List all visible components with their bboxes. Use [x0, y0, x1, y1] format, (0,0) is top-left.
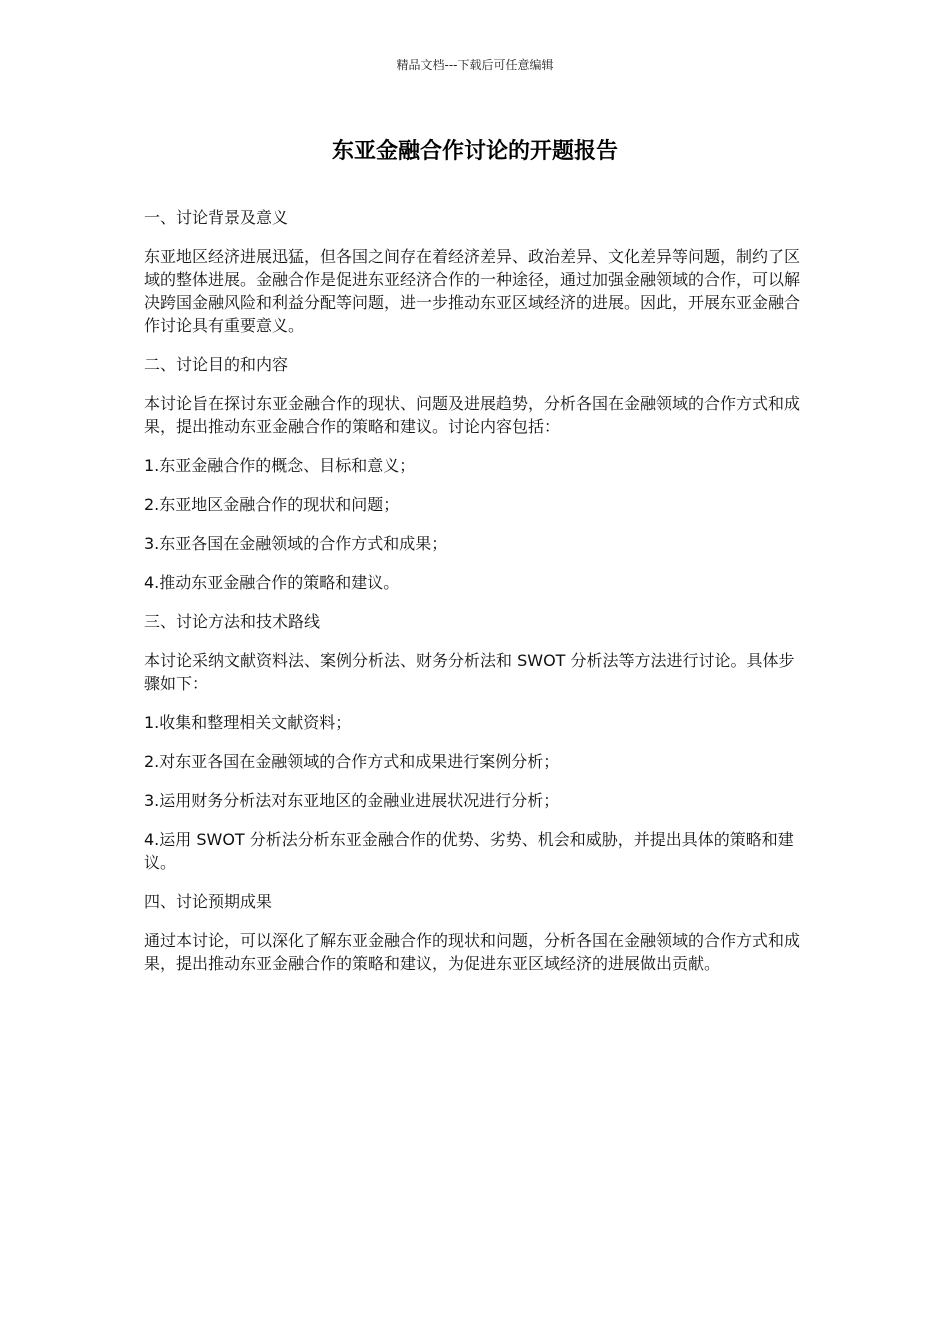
section-3-item: 4.运用 SWOT 分析法分析东亚金融合作的优势、劣势、机会和威胁，并提出具体的策略和建议。: [144, 830, 794, 872]
section-2-item: 2.东亚地区金融合作的现状和问题；: [144, 495, 400, 514]
header-note: 精品文档---下载后可任意编辑: [396, 58, 554, 72]
section-3-item: 2.对东亚各国在金融领域的合作方式和成果进行案例分析；: [144, 752, 560, 771]
section-4-body: 通过本讨论，可以深化了解东亚金融合作的现状和问题，分析各国在金融领域的合作方式和成果，提出推动东亚金融合作的策略和建议，为促进东亚区域经济的进展做出贡献。: [144, 931, 801, 973]
section-2-body: 本讨论旨在探讨东亚金融合作的现状、问题及进展趋势，分析各国在金融领域的合作方式和成果，提出推动东亚金融合作的策略和建议。讨论内容包括：: [144, 394, 801, 436]
section-3-body: 本讨论采纳文献资料法、案例分析法、财务分析法和 SWOT 分析法等方法进行讨论。具体步骤如下：: [144, 651, 795, 693]
section-3-item: 1.收集和整理相关文献资料；: [144, 713, 352, 732]
section-3-item: 3.运用财务分析法对东亚地区的金融业进展状况进行分析；: [144, 791, 560, 810]
section-2-heading: 二、讨论目的和内容: [144, 355, 289, 374]
section-2-item: 1.东亚金融合作的概念、目标和意义；: [144, 456, 416, 475]
section-2-item: 3.东亚各国在金融领域的合作方式和成果；: [144, 534, 448, 553]
document-body: [144, 206, 808, 991]
section-3-heading: 三、讨论方法和技术路线: [144, 612, 321, 631]
section-1-heading: 一、讨论背景及意义: [144, 208, 289, 227]
document-title: 东亚金融合作讨论的开题报告: [331, 139, 618, 164]
section-2-item: 4.推动东亚金融合作的策略和建议。: [144, 573, 400, 592]
section-4-heading: 四、讨论预期成果: [144, 892, 273, 911]
section-1-body: 东亚地区经济进展迅猛，但各国之间存在着经济差异、政治差异、文化差异等问题，制约了区域的整体进展。金融合作是促进东亚经济合作的一种途径，通过加强金融领域的合作，可以解决跨国金融风险和利益分配等问题，进一步推动东亚区域经济的进展。因此，开展东亚金融合作讨论具有重要意义。: [144, 247, 801, 335]
